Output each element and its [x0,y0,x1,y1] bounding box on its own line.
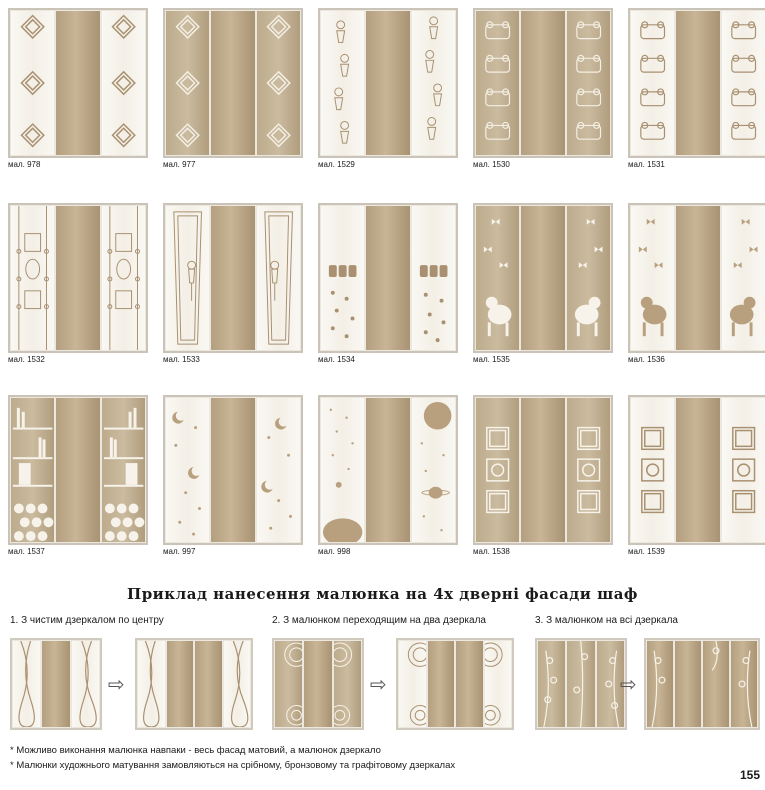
door-panel [399,641,426,727]
design-1539[interactable] [628,395,765,563]
example-wardrobe-before [272,638,364,730]
design-caption: мал. 1538 [473,547,510,556]
example-wardrobe-before [10,638,102,730]
example-wardrobe-after [396,638,514,730]
mirror-panel [521,398,564,542]
diamond-icon [166,11,209,155]
planet-icon [412,398,455,542]
mirror-panel [731,641,757,727]
door-panel [567,641,594,727]
design-1537[interactable] [8,395,148,563]
diamond-icon [11,11,54,155]
floral-icon [731,641,757,727]
zodiac-tile-icon [476,398,519,542]
footnote: * Малюнки художнього матування замовляються на срібному, бронзовому та графітовому дзеркалах [10,760,456,771]
example-wardrobe-after [135,638,253,730]
mirror-panel [675,641,701,727]
mirror-panel [211,398,254,542]
floral-icon [647,641,673,727]
circle-ring-icon [334,641,361,727]
design-caption: мал. 977 [163,160,196,169]
moon-star-icon [257,398,300,542]
zodiac-tile-icon [722,398,765,542]
door-panel [321,11,364,155]
mirror-panel [676,11,719,155]
design-977[interactable] [163,8,303,176]
mirror-panel [167,641,194,727]
wardrobe-preview [318,8,458,158]
cat-butterfly-icon [476,206,519,350]
teddy-bear-icon [631,11,674,155]
wardrobe-preview [163,8,303,158]
door-panel [257,398,300,542]
wardrobe-preview [628,8,765,158]
figurine-icon [321,11,364,155]
door-panel [166,206,209,350]
floral-icon [703,641,729,727]
example-wardrobe-after [644,638,760,730]
door-panel [631,11,674,155]
wardrobe-preview [628,203,765,353]
wardrobe-preview [8,8,148,158]
design-1535[interactable] [473,203,613,371]
door-panel [11,398,54,542]
arrow-icon: ⇨ [108,672,125,696]
ornament-icon [11,206,54,350]
diamond-icon [102,11,145,155]
mirror-panel [366,398,409,542]
door-panel [72,641,99,727]
arrow-icon: ⇨ [370,672,387,696]
door-panel [722,398,765,542]
door-panel [11,206,54,350]
arrow-icon: ⇨ [620,672,637,696]
teddy-bear-icon [476,11,519,155]
mirror-panel [647,641,673,727]
mirror-panel [56,11,99,155]
mirror-panel [56,206,99,350]
floral-icon [567,641,594,727]
mirror-panel [703,641,729,727]
door-panel [321,398,364,542]
paw-print-icon [321,206,364,350]
wave-icon [72,641,99,727]
design-1538[interactable] [473,395,613,563]
design-caption: мал. 1529 [318,160,355,169]
bookshelf-icon [102,398,145,542]
door-panel [567,398,610,542]
mirror-panel [195,641,222,727]
design-1536[interactable] [628,203,765,371]
wardrobe-preview [318,395,458,545]
design-997[interactable] [163,395,303,563]
design-1534[interactable] [318,203,458,371]
mirror-panel [42,641,69,727]
section-title: Приклад нанесення малюнка на 4х дверні фасади шаф [127,585,638,603]
design-1531[interactable] [628,8,765,176]
design-1530[interactable] [473,8,613,176]
door-panel [166,11,209,155]
door-panel [631,398,674,542]
design-caption: мал. 1534 [318,355,355,364]
mirror-panel [56,398,99,542]
mirror-panel [366,206,409,350]
example-label-1: 1. З чистим дзеркалом по центру [10,615,164,626]
floral-icon [538,641,565,727]
door-panel [412,11,455,155]
bear-frame-icon [166,206,209,350]
wardrobe-preview [473,395,613,545]
wardrobe-preview [473,8,613,158]
design-caption: мал. 998 [318,547,351,556]
mirror-panel [366,11,409,155]
design-caption: мал. 1530 [473,160,510,169]
design-caption: мал. 1535 [473,355,510,364]
circle-ring-icon [485,641,512,727]
teddy-bear-icon [567,11,610,155]
door-panel [412,398,455,542]
teddy-bear-icon [722,11,765,155]
design-998[interactable] [318,395,458,563]
door-panel [567,206,610,350]
design-caption: мал. 978 [8,160,41,169]
mirror-panel [521,11,564,155]
door-panel [412,206,455,350]
mirror-panel [521,206,564,350]
mirror-panel [676,206,719,350]
example-label-2: 2. З малюнком переходящим на два дзеркала [272,615,486,626]
moon-star-icon [166,398,209,542]
wardrobe-preview [8,395,148,545]
zodiac-tile-icon [631,398,674,542]
zodiac-tile-icon [567,398,610,542]
design-1533[interactable] [163,203,303,371]
design-caption: мал. 1533 [163,355,200,364]
door-panel [722,206,765,350]
door-panel [722,11,765,155]
example-label-3: 3. З малюнком на всі дзеркала [535,615,678,626]
door-panel [11,11,54,155]
ornament-icon [102,206,145,350]
design-caption: мал. 1532 [8,355,45,364]
design-1532[interactable] [8,203,148,371]
wave-icon [138,641,165,727]
wardrobe-preview [163,203,303,353]
circle-ring-icon [275,641,302,727]
mirror-panel [676,398,719,542]
door-panel [257,11,300,155]
door-panel [138,641,165,727]
door-panel [224,641,251,727]
door-panel [631,206,674,350]
diamond-icon [257,11,300,155]
wave-icon [13,641,40,727]
design-1529[interactable] [318,8,458,176]
door-panel [275,641,302,727]
wardrobe-catalog [8,8,760,563]
bookshelf-icon [11,398,54,542]
door-panel [166,398,209,542]
wardrobe-preview [318,203,458,353]
design-caption: мал. 1537 [8,547,45,556]
door-panel [476,398,519,542]
bear-frame-icon [257,206,300,350]
footnote: * Можливо виконання малюнка навпаки - весь фасад матовий, а малюнок дзеркало [10,745,381,756]
design-978[interactable] [8,8,148,176]
wardrobe-preview [163,395,303,545]
example-wardrobe-before [535,638,627,730]
mirror-panel [211,11,254,155]
wave-icon [224,641,251,727]
design-caption: мал. 997 [163,547,196,556]
door-panel [257,206,300,350]
door-panel [538,641,565,727]
door-panel [567,11,610,155]
mirror-panel [304,641,331,727]
figurine-icon [412,11,455,155]
mirror-panel [211,206,254,350]
door-panel [485,641,512,727]
door-panel [334,641,361,727]
door-panel [102,11,145,155]
door-panel [321,206,364,350]
door-panel [102,398,145,542]
door-panel [476,206,519,350]
cat-butterfly-icon [631,206,674,350]
mirror-panel [456,641,483,727]
page-number: 155 [739,768,760,782]
wardrobe-preview [8,203,148,353]
design-caption: мал. 1539 [628,547,665,556]
wardrobe-preview [628,395,765,545]
wardrobe-preview [473,203,613,353]
paw-print-icon [412,206,455,350]
design-caption: мал. 1531 [628,160,665,169]
cat-butterfly-icon [567,206,610,350]
circle-ring-icon [399,641,426,727]
door-panel [102,206,145,350]
design-caption: мал. 1536 [628,355,665,364]
cat-butterfly-icon [722,206,765,350]
door-panel [13,641,40,727]
planet-icon [321,398,364,542]
door-panel [476,11,519,155]
mirror-panel [428,641,455,727]
